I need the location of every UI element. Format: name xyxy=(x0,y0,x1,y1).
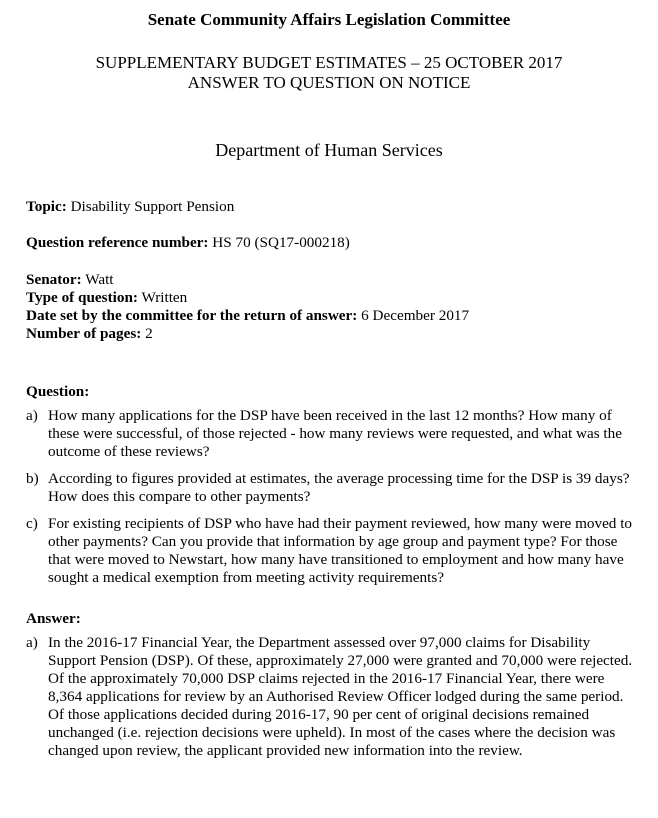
date-line xyxy=(26,307,636,325)
question-letter: c) xyxy=(26,515,38,532)
question-letter: a) xyxy=(26,407,38,424)
question-letter: b) xyxy=(26,470,39,487)
reference-value: HS 70 (SQ17-000218) xyxy=(208,234,350,251)
question-heading: Question: xyxy=(26,383,90,400)
date-value: 6 December 2017 xyxy=(357,307,470,324)
senator-label: Senator: xyxy=(26,271,82,288)
type-value: Written xyxy=(137,289,188,306)
answer-letter: a) xyxy=(26,634,38,651)
answer-paragraph: In the 2016-17 Financial Year, the Department assessed over 97,000 claims for Disability Support Pension (DSP). Of these, approximately 27,000 were granted and 70,000 were rejected. xyxy=(48,634,633,669)
committee-title: Senate Community Affairs Legislation Committee xyxy=(147,10,511,29)
answer-line: ANSWER TO QUESTION ON NOTICE xyxy=(187,73,471,92)
question-text: For existing recipients of DSP who have had their payment reviewed, how many were moved to other payments? Can you provide that information by age group and payment type? For those that were moved to Newstart, how many have transitioned to employment and how many have sought a medical exemption from meeting activity requirements? xyxy=(48,515,633,586)
pages-line xyxy=(26,325,636,343)
answer-heading: Answer: xyxy=(26,610,81,627)
pages-value: 2 xyxy=(141,325,153,342)
department-name: Department of Human Services xyxy=(215,140,443,160)
pages-label: Number of pages: xyxy=(26,325,142,342)
type-line xyxy=(26,289,636,307)
answer-list xyxy=(26,634,636,769)
question-text: How many applications for the DSP have been received in the last 12 months? How many of these were successful, of those rejected - how many reviews were requested, and what was the outcome of these reviews? xyxy=(48,407,622,460)
question-item-b xyxy=(26,470,636,506)
question-text: According to figures provided at estimates, the average processing time for the DSP is 39 days? How does this compare to other payments? xyxy=(48,470,630,505)
topic-line xyxy=(26,198,636,216)
date-label: Date set by the committee for the return of answer: xyxy=(26,307,358,324)
senator-line xyxy=(26,271,636,289)
answer-item-a xyxy=(26,634,636,760)
question-item-a xyxy=(26,407,636,461)
senator-value: Watt xyxy=(81,271,114,288)
answer-paragraph: Of the approximately 70,000 DSP claims rejected in the 2016-17 Financial Year, there were 8,364 applications for review by an Authorised Review Officer lodged during the same period. Of those applications decided during 2016-17, 90 per cent of original decisions remained unchanged (i.e. rejection decisions were upheld). In most of the cases where the decision was changed upon review, the applicant provided new information into the review. xyxy=(48,670,624,759)
topic-label: Topic: xyxy=(26,198,67,215)
reference-label: Question reference number: xyxy=(26,234,209,251)
question-list xyxy=(26,407,636,596)
question-details xyxy=(26,271,636,343)
reference-line xyxy=(26,234,636,252)
estimates-line: SUPPLEMENTARY BUDGET ESTIMATES – 25 OCTOBER 2017 xyxy=(95,53,563,72)
type-label: Type of question: xyxy=(26,289,138,306)
topic-value: Disability Support Pension xyxy=(66,198,235,215)
question-item-c xyxy=(26,515,636,587)
document-heading xyxy=(0,53,658,93)
